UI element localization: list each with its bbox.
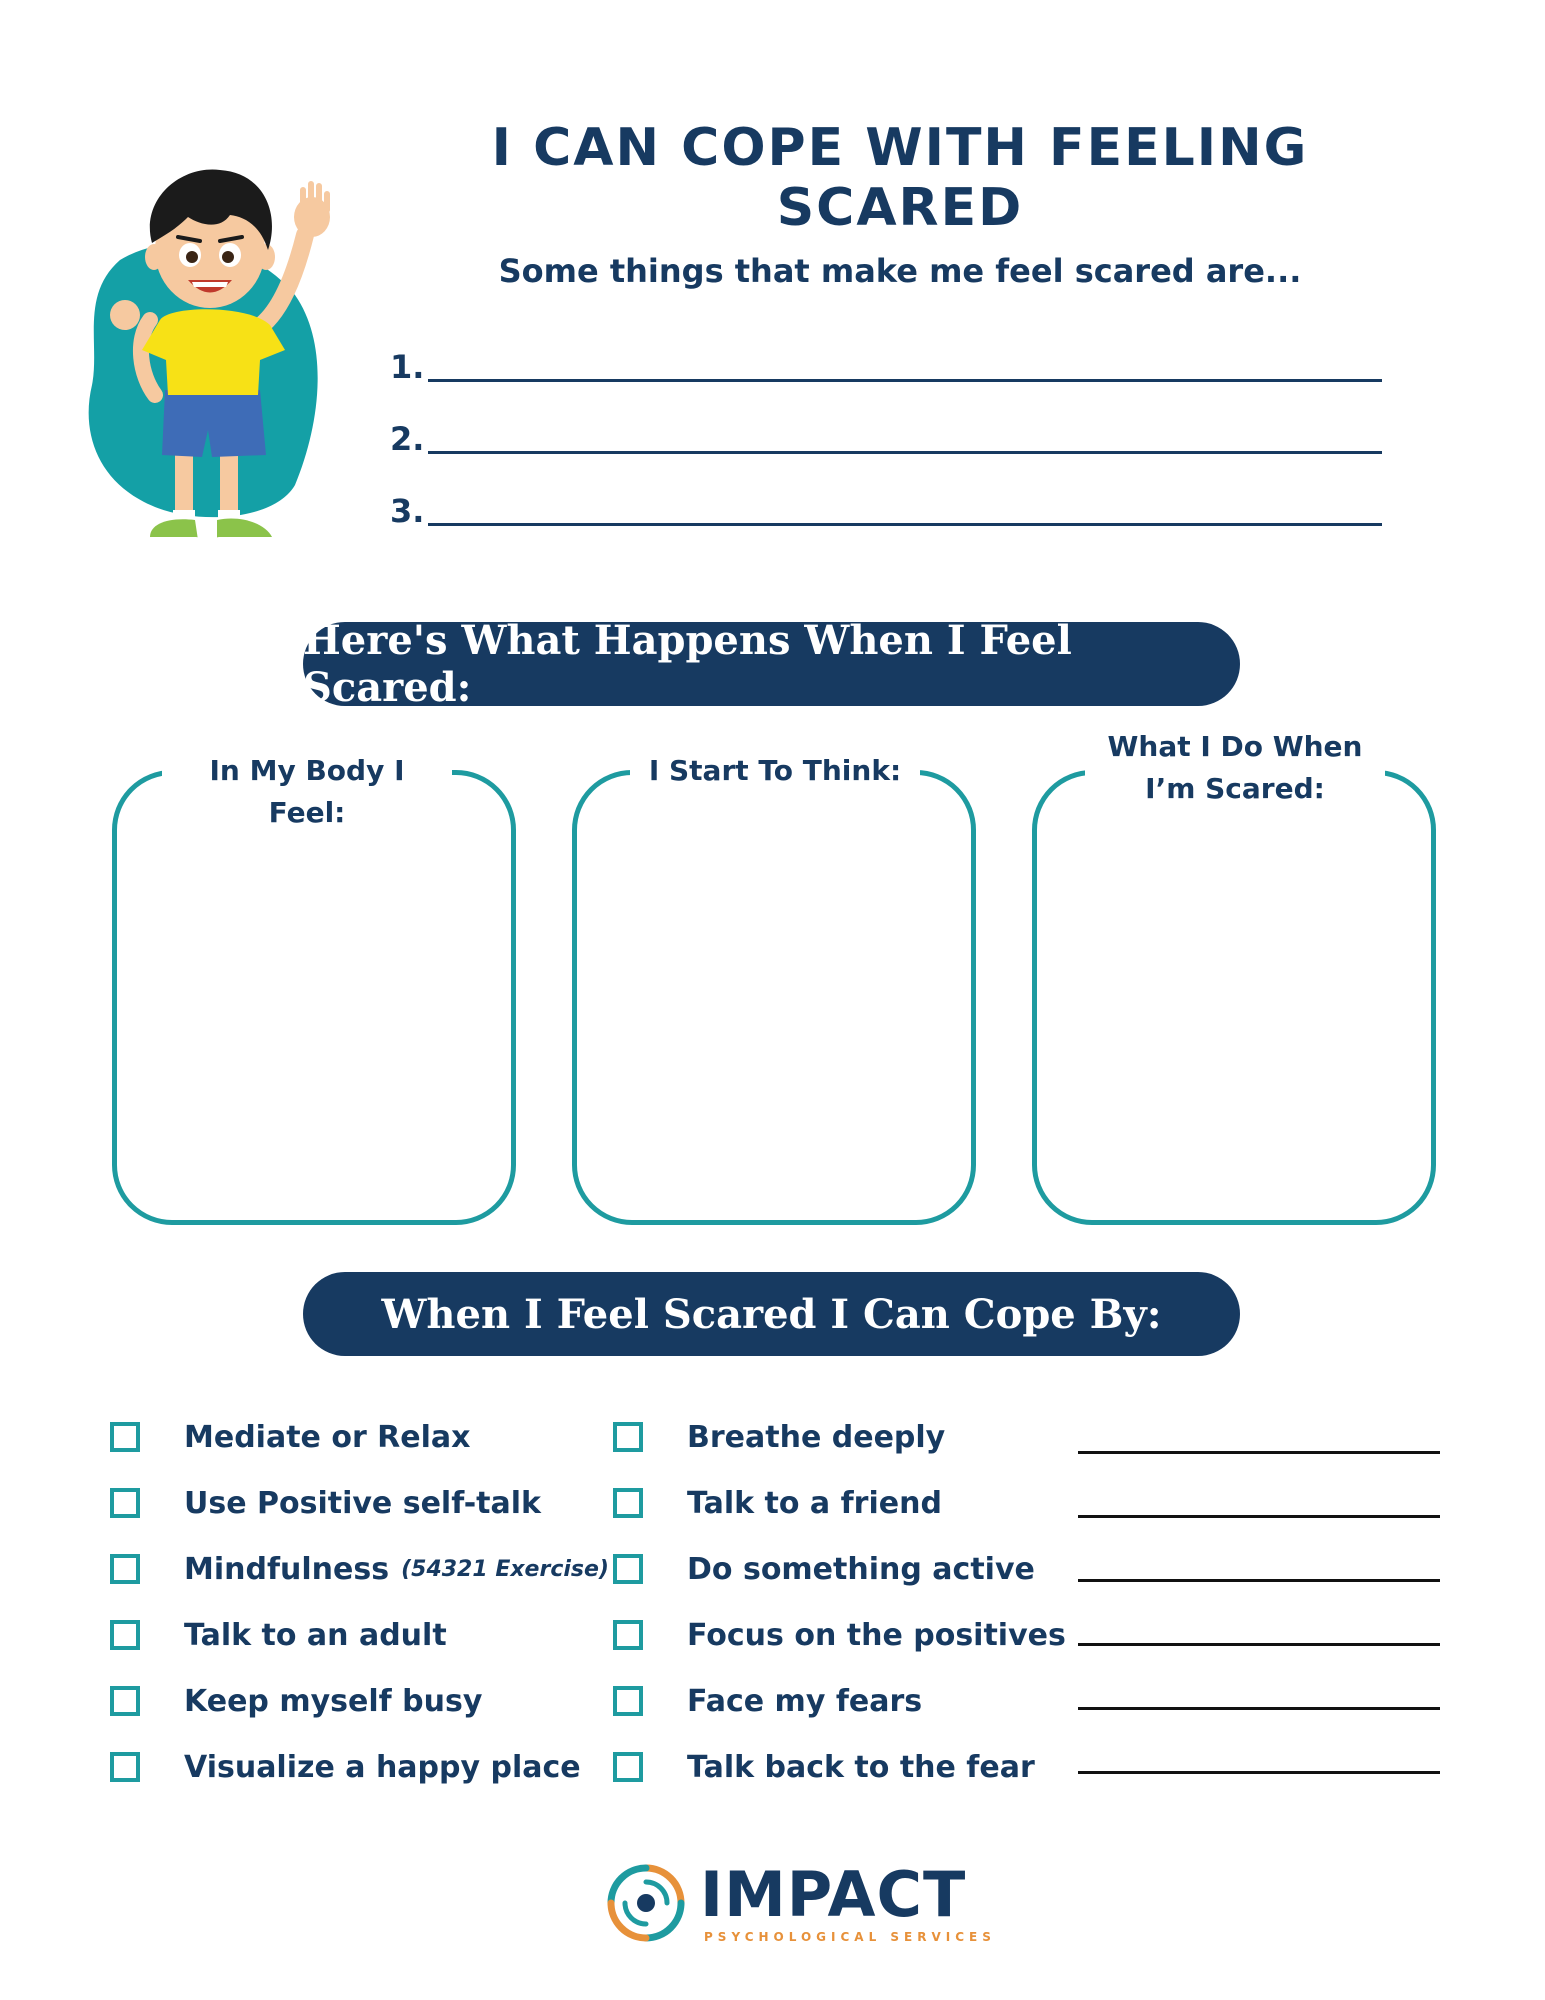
coping-item[interactable] bbox=[110, 1478, 609, 1528]
checkbox[interactable] bbox=[110, 1686, 140, 1716]
scared-thing-1[interactable] bbox=[390, 340, 1390, 390]
coping-item[interactable] bbox=[110, 1742, 609, 1792]
coping-item-label: Talk back to the fear bbox=[687, 1749, 1035, 1785]
scared-thing-3[interactable] bbox=[390, 484, 1390, 534]
what-i-do-label-line2: I’m Scared: bbox=[1145, 772, 1325, 805]
coping-item[interactable] bbox=[613, 1610, 1066, 1660]
write-in-line[interactable] bbox=[1078, 1515, 1440, 1518]
logo-tagline: PSYCHOLOGICAL SERVICES bbox=[704, 1930, 996, 1944]
section-banner-cope-by: When I Feel Scared I Can Cope By: bbox=[303, 1272, 1240, 1356]
write-in-line[interactable] bbox=[1078, 1579, 1440, 1582]
start-think-label: I Start To Think: bbox=[630, 750, 920, 792]
coping-item-label: Talk to an adult bbox=[184, 1617, 447, 1653]
line-number: 1. bbox=[390, 348, 425, 386]
what-i-do-box[interactable] bbox=[1032, 770, 1436, 1225]
coping-item-label: Keep myself busy bbox=[184, 1683, 483, 1719]
answer-line bbox=[428, 523, 1382, 526]
section-banner-what-happens: Here's What Happens When I Feel Scared: bbox=[303, 622, 1240, 706]
checkbox[interactable] bbox=[613, 1488, 643, 1518]
page-title: I CAN COPE WITH FEELING SCARED bbox=[491, 118, 1309, 238]
coping-item[interactable] bbox=[613, 1412, 1066, 1462]
write-in-line[interactable] bbox=[1078, 1707, 1440, 1710]
answer-line bbox=[428, 379, 1382, 382]
checkbox[interactable] bbox=[110, 1554, 140, 1584]
checkbox[interactable] bbox=[110, 1752, 140, 1782]
coping-list-right bbox=[613, 1412, 1066, 1792]
coping-item[interactable] bbox=[613, 1478, 1066, 1528]
checkbox[interactable] bbox=[613, 1620, 643, 1650]
page-subtitle: Some things that make me feel scared are... bbox=[498, 252, 1302, 290]
checkbox[interactable] bbox=[613, 1422, 643, 1452]
what-i-do-label-line1: What I Do When bbox=[1107, 730, 1363, 763]
coping-item-label: Focus on the positives bbox=[687, 1617, 1066, 1653]
write-in-line[interactable] bbox=[1078, 1771, 1440, 1774]
coping-item[interactable] bbox=[613, 1676, 1066, 1726]
coping-item[interactable] bbox=[110, 1544, 609, 1594]
answer-line bbox=[428, 451, 1382, 454]
body-feel-label: In My Body I Feel: bbox=[162, 750, 452, 834]
checkbox[interactable] bbox=[613, 1752, 643, 1782]
write-in-line[interactable] bbox=[1078, 1451, 1440, 1454]
checkbox[interactable] bbox=[110, 1488, 140, 1518]
write-in-line[interactable] bbox=[1078, 1643, 1440, 1646]
what-i-do-label bbox=[1085, 726, 1385, 810]
coping-item[interactable] bbox=[613, 1544, 1066, 1594]
waving-boy-illustration bbox=[80, 145, 360, 575]
checkbox[interactable] bbox=[110, 1620, 140, 1650]
coping-list-left bbox=[110, 1412, 609, 1792]
checkbox[interactable] bbox=[613, 1554, 643, 1584]
coping-item-label: Face my fears bbox=[687, 1683, 923, 1719]
coping-item[interactable] bbox=[110, 1610, 609, 1660]
line-number: 2. bbox=[390, 420, 425, 458]
coping-item-label: Visualize a happy place bbox=[184, 1749, 581, 1785]
scared-thing-2[interactable] bbox=[390, 412, 1390, 462]
impact-logo-icon bbox=[605, 1862, 687, 1944]
coping-item-label: Use Positive self-talk bbox=[184, 1485, 541, 1521]
coping-item[interactable] bbox=[613, 1742, 1066, 1792]
coping-item-label: Breathe deeply bbox=[687, 1419, 946, 1455]
coping-item[interactable] bbox=[110, 1676, 609, 1726]
body-feel-box[interactable] bbox=[112, 770, 516, 1225]
coping-item-label: Talk to a friend bbox=[687, 1485, 942, 1521]
coping-item-label: Mindfulness bbox=[184, 1551, 390, 1587]
line-number: 3. bbox=[390, 492, 425, 530]
checkbox[interactable] bbox=[613, 1686, 643, 1716]
coping-item-label: Mediate or Relax bbox=[184, 1419, 471, 1455]
checkbox[interactable] bbox=[110, 1422, 140, 1452]
start-think-box[interactable] bbox=[572, 770, 976, 1225]
logo-name: IMPACT bbox=[700, 1858, 967, 1931]
coping-item-note: (54321 Exercise) bbox=[401, 1556, 609, 1582]
coping-item[interactable] bbox=[110, 1412, 609, 1462]
coping-item-label: Do something active bbox=[687, 1551, 1035, 1587]
